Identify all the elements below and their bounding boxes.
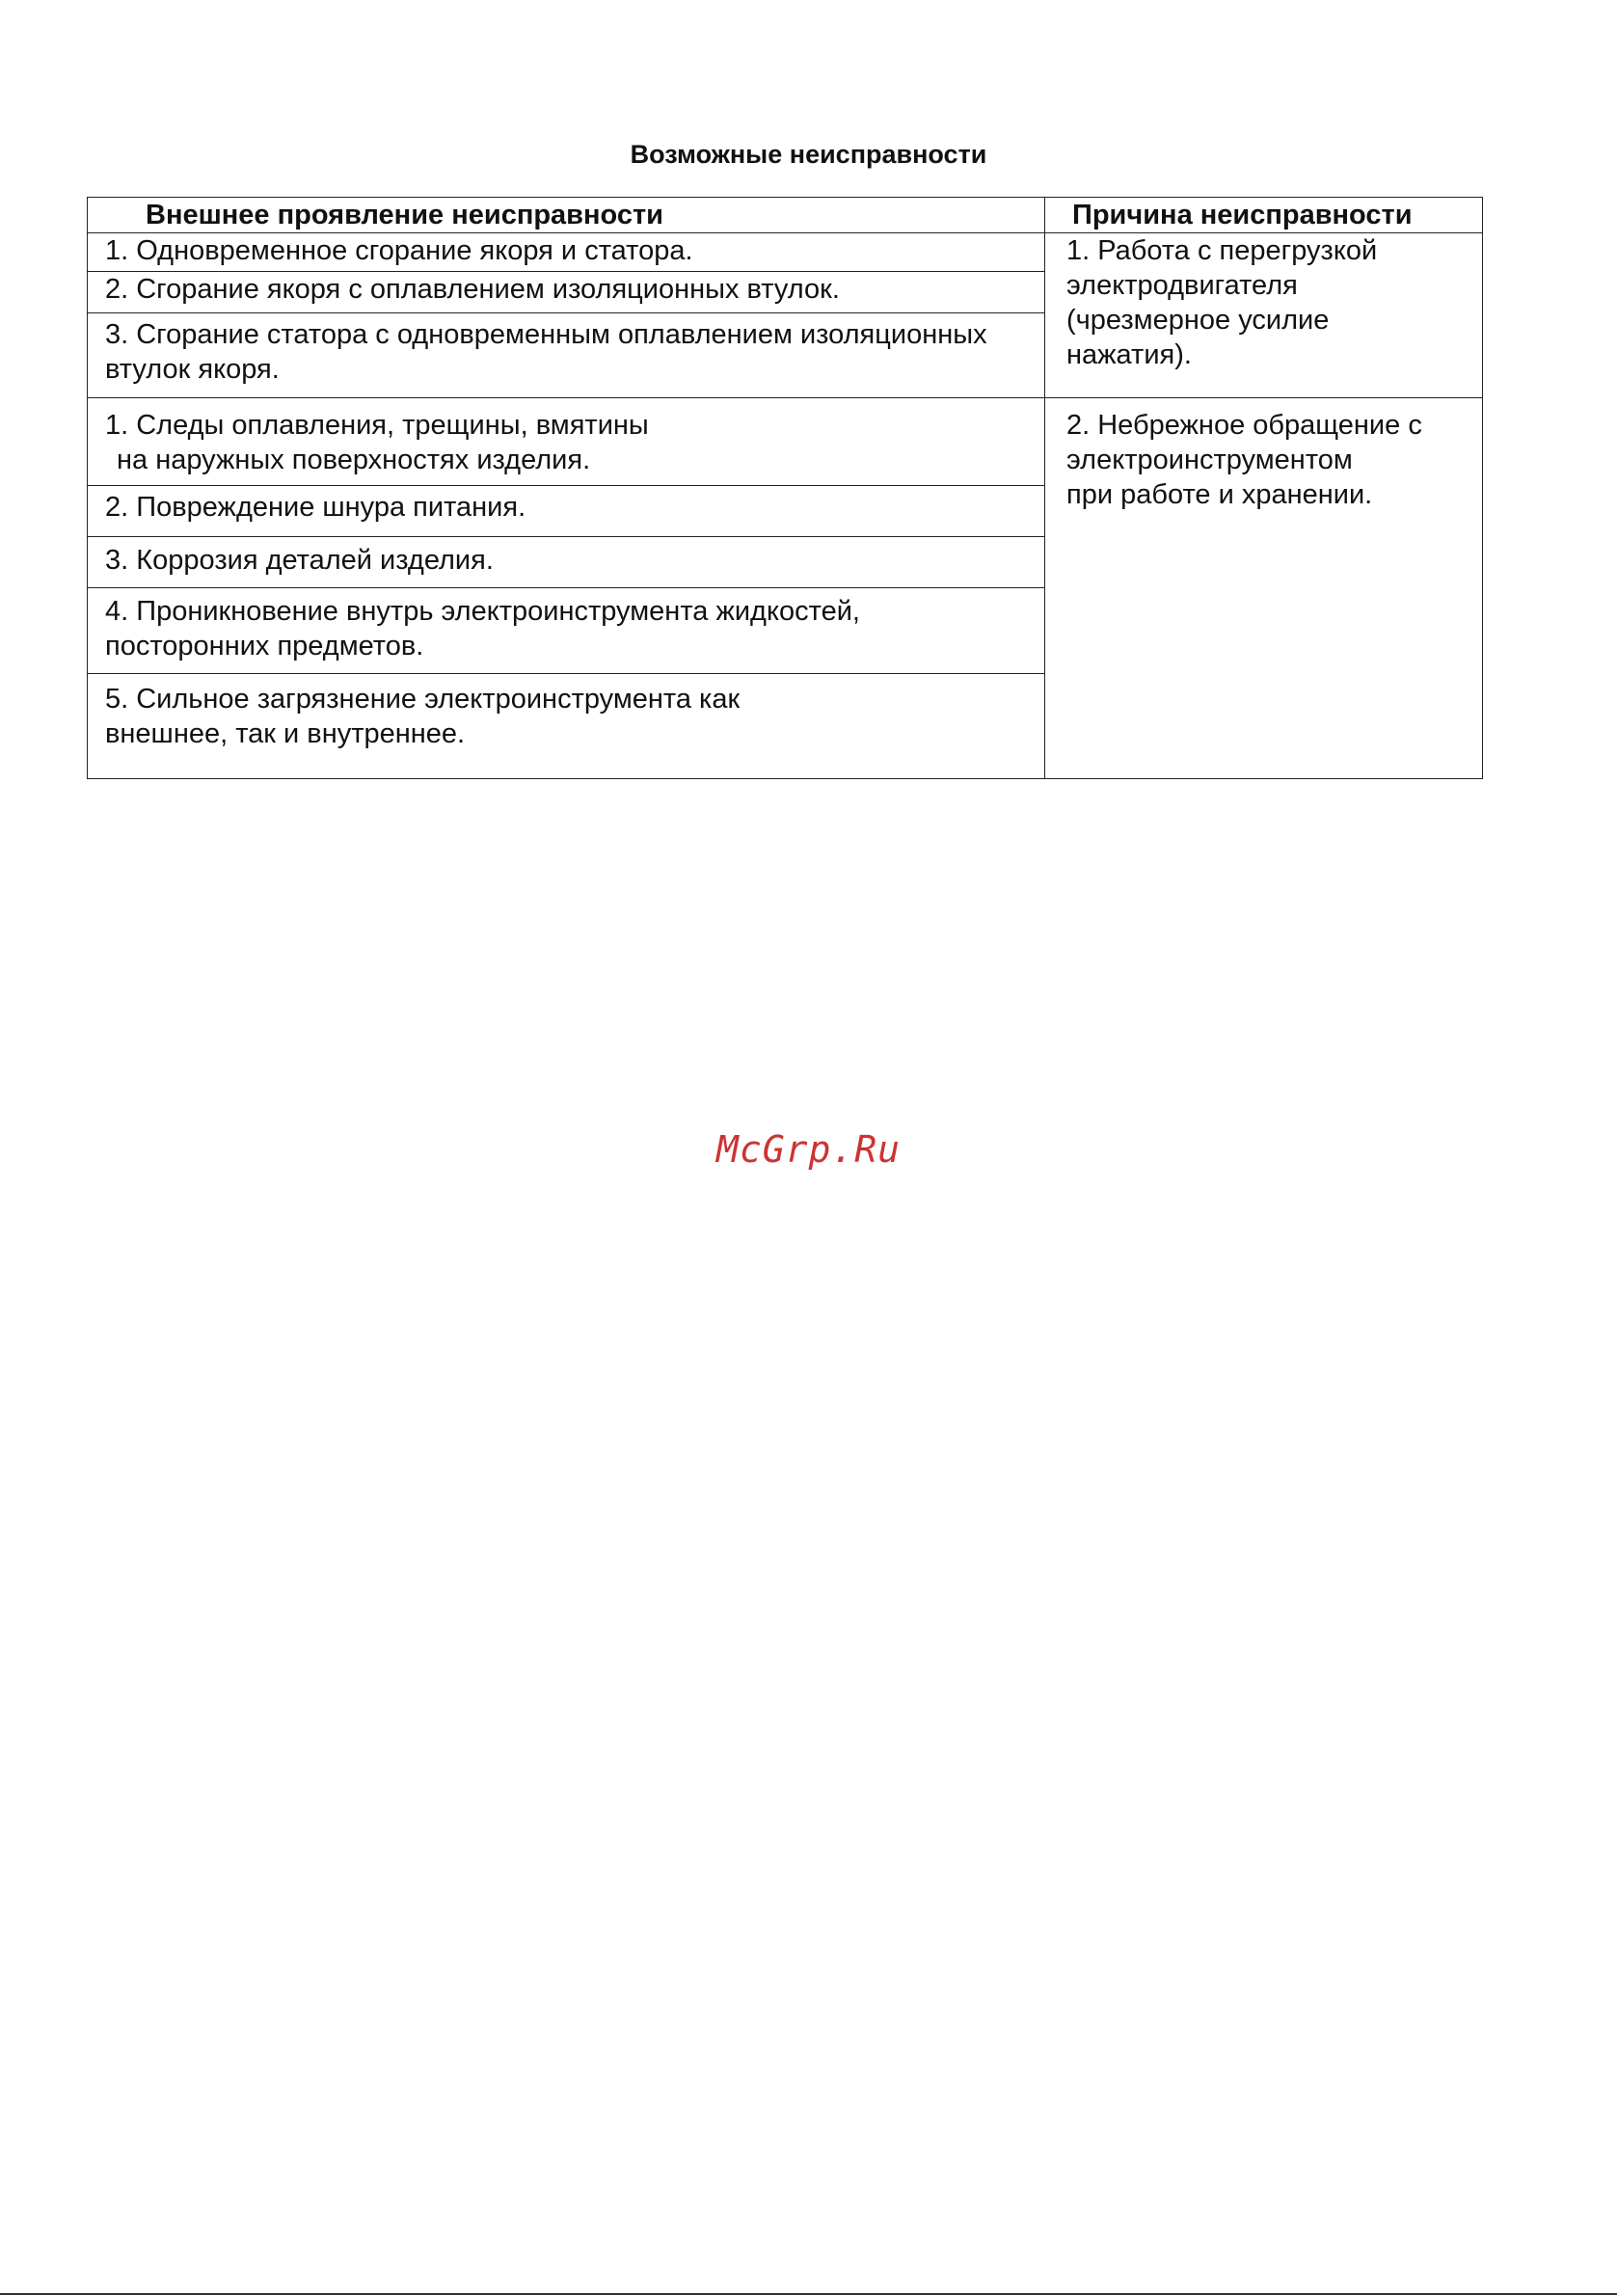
cause-line: 2. Небрежное обращение с [1066, 410, 1422, 441]
table-row [88, 233, 1483, 272]
cause-line: нажатия). [1066, 339, 1192, 370]
cause-line: электродвигателя [1066, 270, 1298, 301]
symptom-line: 3. Коррозия деталей изделия. [105, 545, 494, 576]
symptom-line: 1. Следы оплавления, трещины, вмятины [105, 410, 649, 441]
symptom-cell [88, 674, 1045, 779]
page-bottom-divider [0, 2293, 1617, 2295]
symptom-cell [88, 398, 1045, 486]
symptom-line: на наружных поверхностях изделия. [117, 445, 591, 475]
cause-cell [1045, 233, 1483, 398]
watermark: McGrp.Ru [715, 1128, 902, 1171]
table-header-row [88, 198, 1483, 233]
symptom-line: посторонних предметов. [105, 631, 424, 662]
cause-line: (чрезмерное усилие [1066, 305, 1330, 336]
symptom-cell [88, 486, 1045, 537]
symptom-cell [88, 588, 1045, 674]
symptom-cell [88, 537, 1045, 588]
table-row [88, 398, 1483, 486]
symptom-line: 2. Сгорание якоря с оплавлением изоляционных втулок. [105, 274, 840, 305]
symptom-line: 2. Повреждение шнура питания. [105, 492, 526, 523]
symptom-cell [88, 313, 1045, 398]
cause-line: при работе и хранении. [1066, 479, 1373, 510]
symptom-line: внешнее, так и внутреннее. [105, 718, 466, 749]
symptom-cell [88, 272, 1045, 313]
symptom-line: 5. Сильное загрязнение электроинструмента как [105, 684, 741, 715]
symptom-cell [88, 233, 1045, 272]
symptom-line: 4. Проникновение внутрь электроинструмента жидкостей, [105, 596, 860, 627]
cause-line: 1. Работа с перегрузкой [1066, 235, 1378, 266]
header-symptom: Внешнее проявление неисправности [88, 198, 1045, 233]
cause-cell [1045, 398, 1483, 779]
fault-table [87, 197, 1483, 779]
cause-line: электроинструментом [1066, 445, 1353, 475]
page-title: Возможные неисправности [630, 140, 987, 169]
symptom-line: 3. Сгорание статора с одновременным оплавлением изоляционных [105, 319, 987, 350]
symptom-line: 1. Одновременное сгорание якоря и статора. [105, 235, 693, 266]
symptom-line: втулок якоря. [105, 354, 280, 385]
header-cause: Причина неисправности [1045, 198, 1483, 233]
